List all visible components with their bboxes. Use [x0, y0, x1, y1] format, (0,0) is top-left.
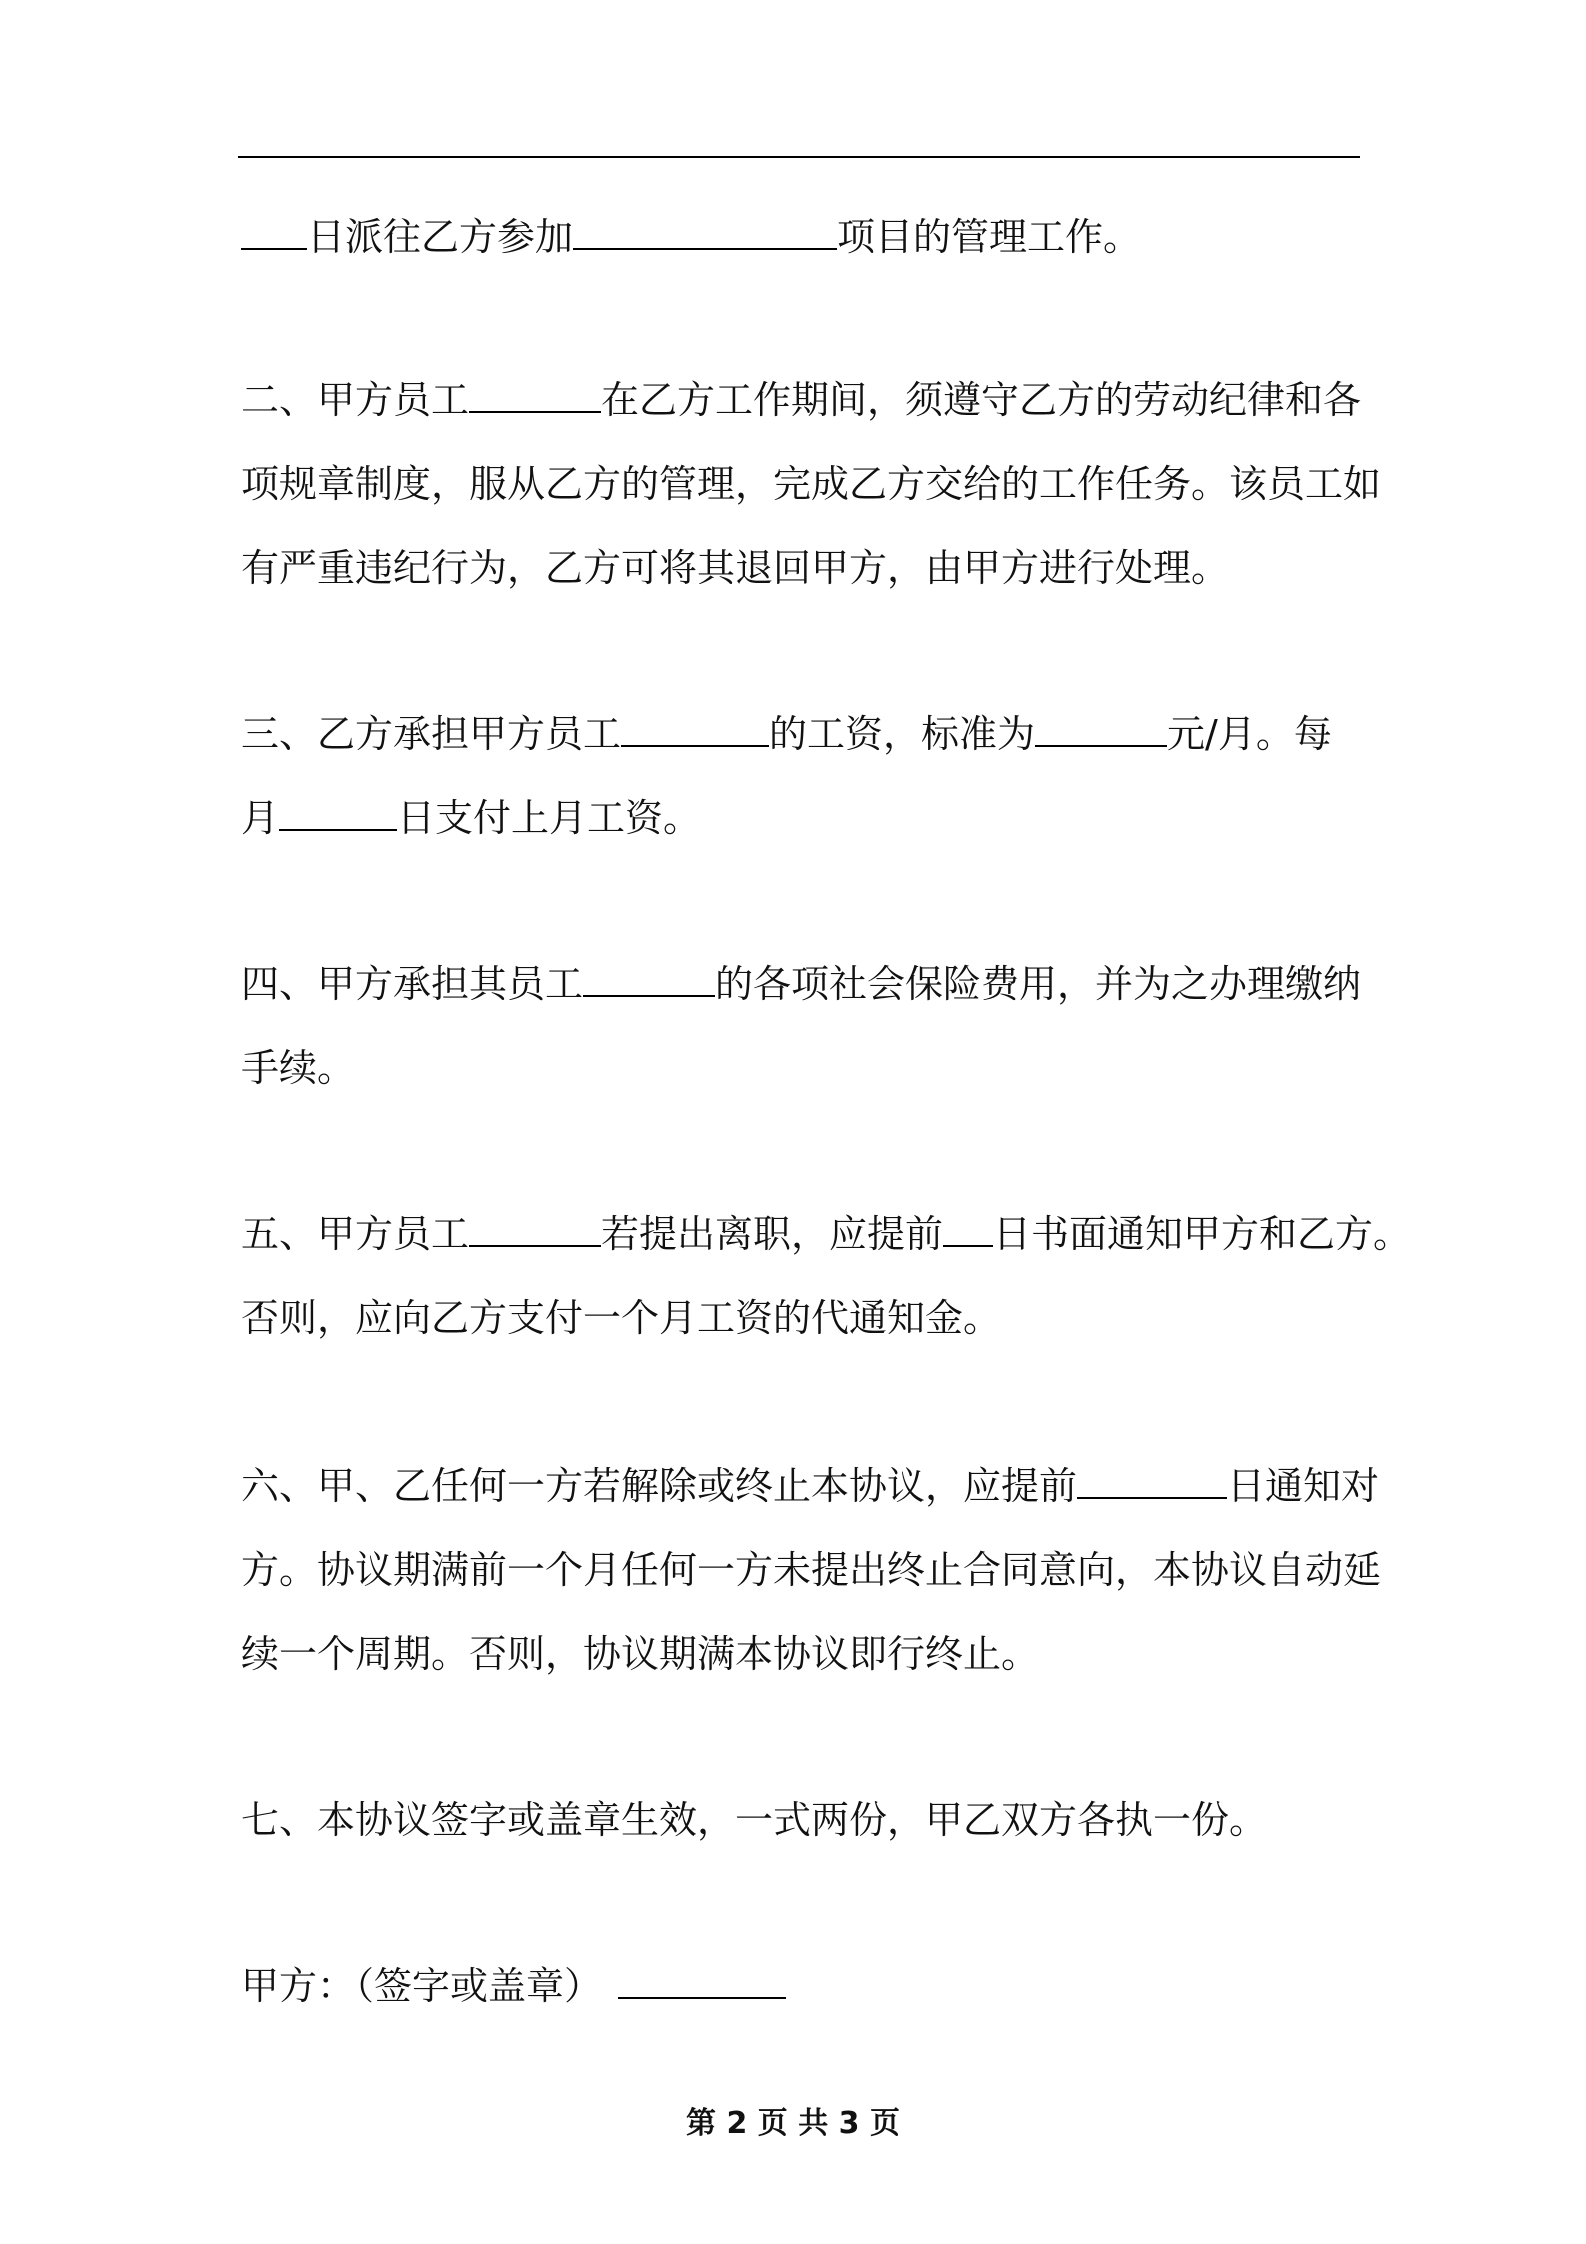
blank-pay-day [279, 799, 397, 831]
blank-employee [583, 965, 715, 997]
blank-notice-days [1077, 1467, 1227, 1499]
text-line: 七、本协议签字或盖章生效，一式两份，甲乙双方各执一份。 [241, 1798, 1268, 1842]
text-line: 续一个周期。否则，协议期满本协议即行终止。 [241, 1632, 1040, 1676]
blank-employee [469, 1215, 601, 1247]
text-line: 三、乙方承担甲方员工 的工资，标准为 元/月。每 [241, 712, 1332, 756]
clause-3 [241, 692, 1361, 860]
text-line: 日派往乙方参加 项目的管理工作。 [241, 195, 1361, 279]
text-line: 有严重违纪行为，乙方可将其退回甲方，由甲方进行处理。 [241, 546, 1230, 590]
clause-7 [241, 1778, 1361, 1862]
text-line: 项规章制度，服从乙方的管理，完成乙方交给的工作任务。该员工如 [241, 462, 1382, 506]
clause-6 [241, 1444, 1382, 1696]
clause-5 [241, 1192, 1412, 1360]
text-line: 方。协议期满前一个月任何一方未提出终止合同意向，本协议自动延 [241, 1548, 1382, 1592]
page-number: 第 2 页 共 3 页 [686, 2106, 900, 2141]
text-line: 手续。 [241, 1046, 356, 1090]
blank-employee [469, 381, 601, 413]
blank-signature [618, 1967, 786, 1999]
header-rule [238, 156, 1360, 158]
text-line: 六、甲、乙任何一方若解除或终止本协议，应提前 日通知对 [241, 1464, 1380, 1508]
blank-project [573, 218, 837, 250]
blank-notice-days [943, 1215, 993, 1247]
text-line: 甲方：（签字或盖章） [241, 1944, 1361, 2028]
paragraph-dispatch [241, 195, 1361, 279]
text-line: 月 日支付上月工资。 [241, 796, 702, 840]
blank-date [241, 218, 307, 250]
clause-2 [241, 358, 1382, 610]
text-line: 二、甲方员工 在乙方工作期间，须遵守乙方的劳动纪律和各 [241, 378, 1362, 422]
blank-employee [621, 715, 769, 747]
clause-4 [241, 942, 1361, 1110]
text-line: 四、甲方承担其员工 的各项社会保险费用，并为之办理缴纳 [241, 962, 1362, 1006]
text-line: 五、甲方员工 若提出离职，应提前 日书面通知甲方和乙方。 [241, 1212, 1412, 1256]
text-line: 否则，应向乙方支付一个月工资的代通知金。 [241, 1296, 1002, 1340]
signature-party-a [241, 1944, 1361, 2028]
blank-salary [1035, 715, 1167, 747]
